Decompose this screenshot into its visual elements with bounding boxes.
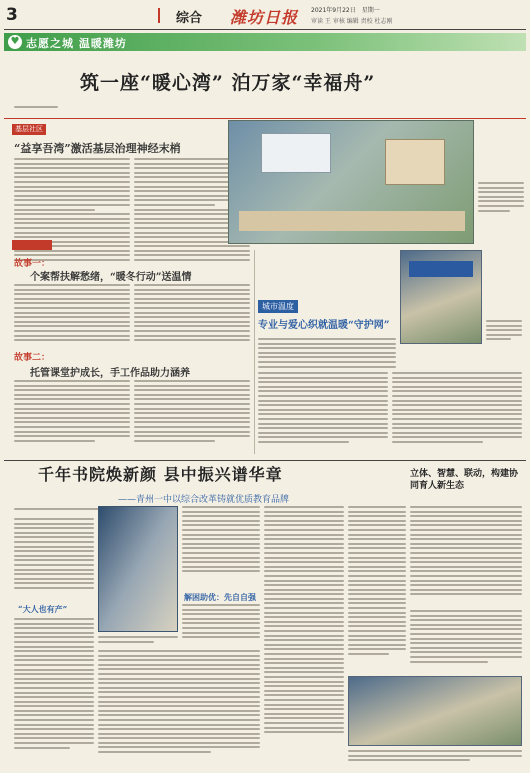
table (239, 211, 465, 231)
story2-body-col2 (134, 380, 250, 452)
bottom-col2b (98, 650, 260, 768)
activity-photo (348, 676, 522, 746)
column-divider (254, 250, 255, 454)
whiteboard (261, 133, 331, 173)
section-a-heading: “大人也有产” (18, 604, 68, 614)
story2-body-col1 (14, 380, 130, 452)
story1-tag: 故事一： (14, 259, 51, 269)
city-feature-body-col1 (258, 372, 388, 454)
story1-body-col2 (134, 284, 250, 352)
wall-poster (385, 139, 445, 185)
heart-hands-icon: ♥ (8, 35, 22, 49)
bottom-col1 (14, 518, 94, 602)
classroom-photo (228, 120, 474, 244)
lead-byline (14, 106, 58, 111)
story1-title: 个案帮扶解愁绪，“暖冬行动”送温情 (30, 272, 192, 283)
banner-title: 志愿之城 温暖潍坊 (26, 37, 127, 50)
bottom-byline (14, 508, 104, 513)
editor-line: 审读 王 审核 编辑 责校 杜志刚 (311, 18, 393, 25)
students-photo-caption (98, 636, 178, 645)
photo-caption-block (478, 182, 524, 214)
story2-title: 托管课堂护成长，手工作品助力涵养 (30, 368, 190, 379)
sub-headline: “益享吾湾”激活基层治理神经末梢 (14, 142, 181, 155)
bottom-rule (4, 460, 526, 461)
city-feature-box (258, 250, 524, 456)
market-photo (400, 250, 482, 344)
divider-bar (158, 8, 160, 23)
date-line: 2021年9月22日 星期一 (311, 7, 380, 14)
masthead-rule (4, 29, 526, 30)
bottom-col3 (264, 506, 344, 768)
page-number: 3 (6, 5, 18, 25)
masthead (0, 0, 530, 30)
bottom-col4 (348, 506, 406, 676)
bottom-col2c (182, 604, 260, 648)
bottom-col1b (14, 618, 94, 768)
bottom-subhead: ——青州一中以综合改革铸就优质教育品牌 (118, 495, 290, 505)
paper-logo: 潍坊日报 (230, 8, 299, 27)
city-feature-intro (258, 338, 396, 368)
lead-headline: 筑一座“暖心湾” 泊万家“幸福舟” (80, 72, 376, 94)
section-b-heading: 解困助优：先自自强 (184, 592, 256, 602)
activity-photo-caption (348, 750, 522, 764)
bottom-col5b (410, 610, 522, 672)
bottom-col2 (182, 506, 260, 588)
story1-body-col1 (14, 284, 130, 352)
section-name: 综合 (176, 11, 203, 26)
city-feature-headline: 专业与爱心织就温暖“守护网” (258, 320, 390, 331)
students-photo (98, 506, 178, 632)
city-feature-tag: 城市温度 (258, 300, 298, 313)
column-tag: 基层社区 (12, 124, 46, 135)
story-column-tag (12, 240, 52, 250)
city-feature-body-col2 (392, 372, 522, 454)
feature-caption (486, 320, 522, 343)
volunteer-banner (4, 33, 526, 51)
bottom-headline: 千年书院焕新颜 县中振兴谱华章 (38, 465, 283, 484)
subhead2: 立体、智慧、联动，构建协同育人新生态 (410, 469, 519, 491)
headline-rule (4, 118, 526, 119)
story2-tag: 故事二： (14, 353, 51, 363)
bottom-col5 (410, 506, 522, 606)
sign-board (409, 261, 473, 277)
